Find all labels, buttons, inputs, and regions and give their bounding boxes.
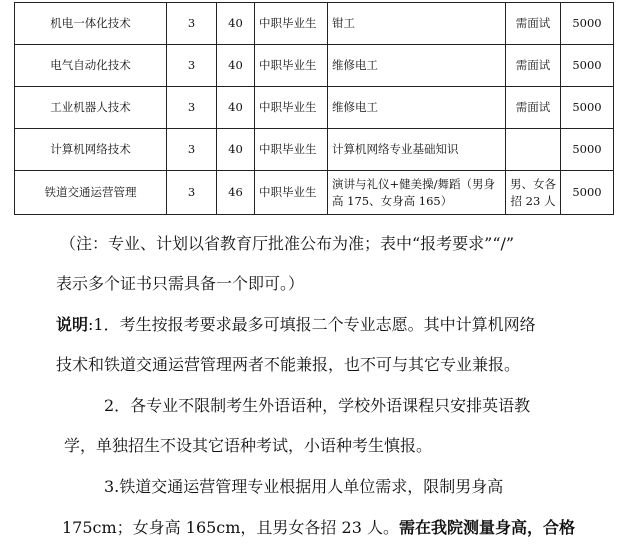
plan-cell: 40 — [217, 45, 255, 87]
education-cell: 中职毕业生 — [255, 129, 328, 171]
fee-cell: 5000 — [561, 87, 614, 129]
explanation-line-6 — [62, 518, 575, 538]
majors-table — [14, 2, 614, 215]
note-line: 男、女各 — [510, 176, 556, 191]
note-cell: 需面试 — [506, 3, 561, 45]
education-cell: 中职毕业生 — [255, 3, 328, 45]
explanation-line-5: 3.铁道交通运营管理专业根据用人单位需求，限制男身高 — [104, 477, 504, 496]
note-cell: 需面试 — [506, 87, 561, 129]
fee-cell: 5000 — [561, 3, 614, 45]
table-row — [15, 129, 614, 171]
note-line-2: 表示多个证书只需具备一个即可。） — [56, 274, 305, 293]
years-cell: 3 — [167, 45, 217, 87]
explanation-text: :1．考生按报考要求最多可填报二个专业志愿。其中计算机网络 — [88, 315, 536, 334]
years-cell: 3 — [167, 3, 217, 45]
fee-cell: 5000 — [561, 45, 614, 87]
note-line-1: （注：专业、计划以省教育厅批准公布为准；表中“报考要求”“/” — [60, 234, 515, 253]
plan-cell: 46 — [217, 171, 255, 215]
requirement-cell — [328, 171, 506, 215]
plan-cell: 40 — [217, 129, 255, 171]
explanation-label: 说明 — [56, 315, 89, 334]
table-row — [15, 45, 614, 87]
years-cell: 3 — [167, 129, 217, 171]
major-name: 机电一体化技术 — [15, 3, 167, 45]
explanation-line-2: 技术和铁道交通运营管理两者不能兼报，也不可与其它专业兼报。 — [56, 355, 521, 374]
explanation-line-3: 2．各专业不限制考生外语语种，学校外语课程只安排英语教 — [104, 396, 531, 415]
requirement-line: 高 175、女身高 165） — [332, 193, 453, 208]
requirement-cell: 钳工 — [328, 3, 506, 45]
major-name: 电气自动化技术 — [15, 45, 167, 87]
requirement-line: 演讲与礼仪+健美操/舞蹈（男身 — [332, 176, 496, 191]
requirement-cell: 维修电工 — [328, 87, 506, 129]
explanation-text: 175cm；女身高 165cm，且男女各招 23 人。 — [62, 518, 399, 537]
major-name: 计算机网络技术 — [15, 129, 167, 171]
table-row — [15, 3, 614, 45]
fee-cell: 5000 — [561, 171, 614, 215]
note-cell — [506, 171, 561, 215]
table-row — [15, 171, 614, 215]
fee-cell: 5000 — [561, 129, 614, 171]
major-name: 铁道交通运营管理 — [15, 171, 167, 215]
note-line: 招 23 人 — [510, 193, 556, 208]
requirement-cell: 维修电工 — [328, 45, 506, 87]
plan-cell: 40 — [217, 3, 255, 45]
note-cell — [506, 129, 561, 171]
years-cell: 3 — [167, 171, 217, 215]
requirement-cell: 计算机网络专业基础知识 — [328, 129, 506, 171]
explanation-bold-text: 需在我院测量身高，合格 — [398, 518, 575, 537]
explanation-line-1 — [56, 315, 536, 335]
education-cell: 中职毕业生 — [255, 45, 328, 87]
education-cell: 中职毕业生 — [255, 87, 328, 129]
education-cell: 中职毕业生 — [255, 171, 328, 215]
table-row — [15, 87, 614, 129]
years-cell: 3 — [167, 87, 217, 129]
major-name: 工业机器人技术 — [15, 87, 167, 129]
note-cell: 需面试 — [506, 45, 561, 87]
plan-cell: 40 — [217, 87, 255, 129]
explanation-line-4: 学，单独招生不设其它语种考试，小语种考生慎报。 — [64, 436, 433, 455]
